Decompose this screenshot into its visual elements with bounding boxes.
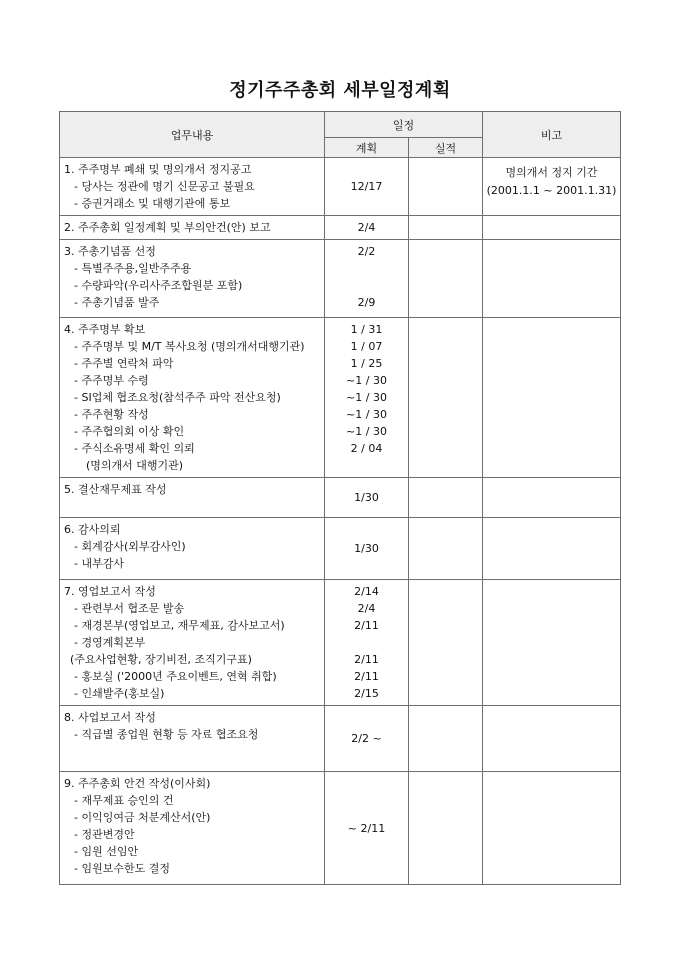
actual-cell <box>409 158 483 216</box>
plan-date: ~ 2/11 <box>347 821 386 835</box>
actual-cell <box>409 580 483 706</box>
table-row <box>60 240 621 318</box>
table-row <box>60 478 621 518</box>
task-item: - 내부감사 <box>74 557 124 570</box>
task-title: 9. 주주총회 안건 작성(이사회) <box>64 777 211 790</box>
note-cell <box>483 772 621 885</box>
task-title: 5. 결산재무제표 작성 <box>64 483 167 496</box>
task-cell <box>60 158 325 216</box>
actual-cell <box>409 240 483 318</box>
task-title: 6. 감사의뢰 <box>64 523 121 536</box>
plan-date: 2/14 <box>354 585 379 598</box>
task-title: 7. 영업보고서 작성 <box>64 585 156 598</box>
plan-cell <box>325 518 409 580</box>
actual-cell <box>409 318 483 478</box>
header-actual: 실적 <box>409 138 483 158</box>
task-item: - SI업체 협조요청(참석주주 파악 전산요청) <box>74 391 281 404</box>
task-item: - 인쇄발주(홍보실) <box>74 687 165 700</box>
note-cell <box>483 518 621 580</box>
plan-date: ~1 / 30 <box>346 425 387 438</box>
header-task: 업무내용 <box>60 112 325 158</box>
task-title: 8. 사업보고서 작성 <box>64 711 156 724</box>
plan-date: 2/4 <box>357 602 376 615</box>
task-item: (명의개서 대행기관) <box>86 459 184 472</box>
plan-cell <box>325 772 409 885</box>
task-cell <box>60 772 325 885</box>
plan-date: 1 / 07 <box>350 340 383 353</box>
plan-cell <box>325 318 409 478</box>
task-title: 2. 주주총회 일정계획 및 부의안건(안) 보고 <box>64 221 271 234</box>
task-item: - 주주명부 및 M/T 복사요청 (명의개서대행기관) <box>74 340 305 353</box>
schedule-table <box>59 111 621 885</box>
plan-date: 1 / 25 <box>350 357 383 370</box>
task-item: - 주주현황 작성 <box>74 408 149 421</box>
table-row <box>60 318 621 478</box>
task-item: - 수량파악(우리사주조합원분 포함) <box>74 279 243 292</box>
task-title: 1. 주주명부 폐쇄 및 명의개서 정지공고 <box>64 163 252 176</box>
task-item: - 재무제표 승인의 건 <box>74 794 174 807</box>
task-item: - 홍보실 ('2000년 주요이벤트, 연혁 취합) <box>74 670 277 683</box>
task-cell <box>60 518 325 580</box>
plan-date: 12/17 <box>350 180 383 193</box>
plan-date: 2 / 04 <box>350 442 383 455</box>
plan-cell <box>325 478 409 518</box>
actual-cell <box>409 216 483 240</box>
plan-date: ~1 / 30 <box>346 374 387 387</box>
task-item: - 재경본부(영업보고, 재무제표, 감사보고서) <box>74 619 285 632</box>
table-row <box>60 216 621 240</box>
task-item: - 당사는 정관에 명기 신문공고 불필요 <box>74 180 255 193</box>
note-cell <box>483 478 621 518</box>
header-schedule: 일정 <box>325 112 483 138</box>
task-item: - 임원보수한도 결정 <box>74 862 170 875</box>
task-cell <box>60 216 325 240</box>
note-cell <box>483 240 621 318</box>
note-text: (2001.1.1 ~ 2001.1.31) <box>486 184 617 197</box>
note-cell <box>483 580 621 706</box>
plan-date: 1 / 31 <box>350 323 383 336</box>
note-cell <box>483 216 621 240</box>
plan-date: 2/2 ~ <box>351 732 382 745</box>
plan-date: 2/9 <box>357 296 376 309</box>
task-cell <box>60 318 325 478</box>
plan-cell <box>325 158 409 216</box>
task-item: - 임원 선임안 <box>74 845 139 858</box>
plan-cell <box>325 706 409 772</box>
task-item: - 주주명부 수령 <box>74 374 149 387</box>
actual-cell <box>409 518 483 580</box>
task-item: - 관련부서 협조문 발송 <box>74 602 185 615</box>
plan-cell <box>325 580 409 706</box>
task-item: (주요사업현황, 장기비전, 조직기구표) <box>70 653 252 666</box>
task-cell <box>60 580 325 706</box>
plan-date: ~1 / 30 <box>346 391 387 404</box>
plan-date: 2/11 <box>354 653 379 666</box>
task-item: - 경영계획본부 <box>74 636 146 649</box>
plan-date: 2/11 <box>354 670 379 683</box>
task-item: - 직급별 종업원 현황 등 자료 협조요청 <box>74 728 259 741</box>
plan-date <box>325 634 408 651</box>
task-cell <box>60 478 325 518</box>
plan-date <box>325 260 408 277</box>
note-cell <box>483 318 621 478</box>
table-row <box>60 772 621 885</box>
task-cell <box>60 240 325 318</box>
note-cell <box>483 706 621 772</box>
table-row <box>60 706 621 772</box>
task-item: - 이익잉여금 처분계산서(안) <box>74 811 211 824</box>
task-item: - 주주별 연락처 파악 <box>74 357 174 370</box>
task-item: - 주주협의회 이상 확인 <box>74 425 185 438</box>
plan-date: 2/15 <box>354 687 379 700</box>
task-title: 3. 주총기념품 선정 <box>64 245 156 258</box>
task-title: 4. 주주명부 확보 <box>64 323 146 336</box>
plan-date <box>325 277 408 294</box>
task-item: - 정관변경안 <box>74 828 135 841</box>
plan-date: 2/4 <box>357 221 376 234</box>
actual-cell <box>409 772 483 885</box>
plan-date: ~1 / 30 <box>346 408 387 421</box>
note-text: 명의개서 정지 기간 <box>505 166 598 179</box>
plan-cell <box>325 216 409 240</box>
plan-date: 2/2 <box>357 245 376 258</box>
task-item: - 회계감사(외부감사인) <box>74 540 186 553</box>
task-item: - 주총기념품 발주 <box>74 296 160 309</box>
actual-cell <box>409 706 483 772</box>
plan-date: 2/11 <box>354 619 379 632</box>
task-cell <box>60 706 325 772</box>
page-title: 정기주주총회 세부일정계획 <box>229 80 451 101</box>
note-cell <box>483 158 621 216</box>
plan-date: 1/30 <box>354 542 379 555</box>
header-plan: 계획 <box>325 138 409 158</box>
table-row <box>60 518 621 580</box>
table-row <box>60 158 621 216</box>
header-note: 비고 <box>483 112 621 158</box>
actual-cell <box>409 478 483 518</box>
table-row <box>60 580 621 706</box>
task-item: - 증권거래소 및 대행기관에 통보 <box>74 197 231 210</box>
plan-date: 1/30 <box>354 491 379 504</box>
plan-cell <box>325 240 409 318</box>
task-item: - 특별주주용,일반주주용 <box>74 262 192 275</box>
task-item: - 주식소유명세 확인 의뢰 <box>74 442 195 455</box>
